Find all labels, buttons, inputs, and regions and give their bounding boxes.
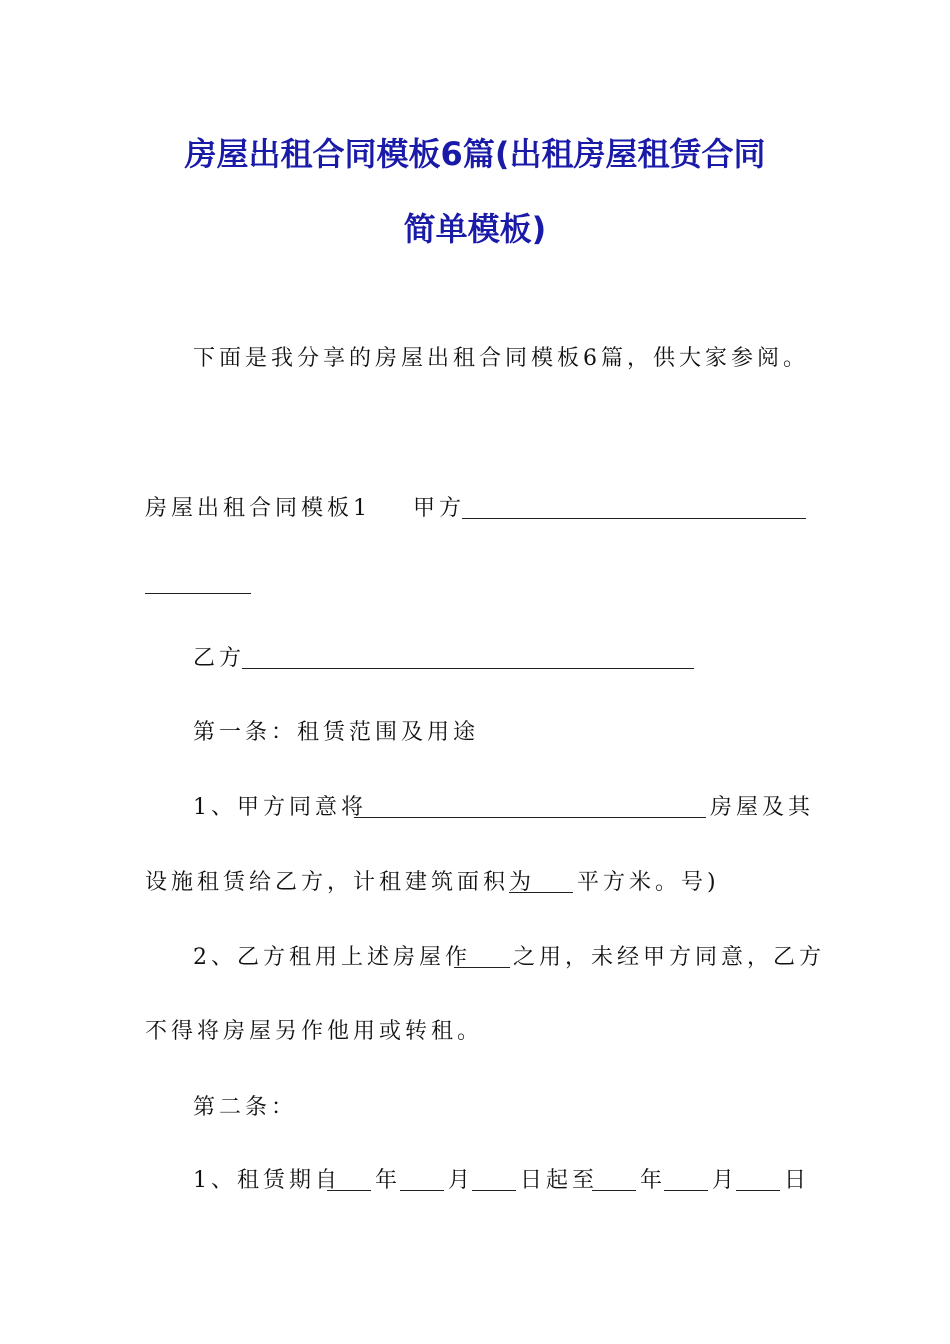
clause-1-1-prefix: 1、甲方同意将 <box>193 795 367 820</box>
document-title-line-2: 简单模板) <box>403 210 547 248</box>
party-a-blank-continued[interactable] <box>145 593 251 594</box>
article-2-heading: 第二条： <box>193 1095 298 1120</box>
start-month-label: 月 <box>448 1168 475 1193</box>
usage-blank[interactable] <box>454 967 510 968</box>
end-month-label: 月 <box>712 1168 739 1193</box>
heading-template-1 <box>145 494 371 524</box>
intro-paragraph: 下面是我分享的房屋出租合同模板6篇，供大家参阅。 <box>193 346 809 371</box>
party-a-line <box>413 494 465 524</box>
end-year-blank[interactable] <box>592 1190 636 1191</box>
article-1-heading: 第一条：租赁范围及用途 <box>193 720 480 745</box>
clause-1-1-cont-prefix: 设施租赁给乙方，计租建筑面积为 <box>145 870 536 895</box>
party-b-blank[interactable] <box>242 668 694 669</box>
clause-1-1-cont-suffix: 平方米。号) <box>577 870 720 895</box>
start-day-blank[interactable] <box>472 1190 516 1191</box>
property-address-blank[interactable] <box>354 817 706 818</box>
start-month-blank[interactable] <box>400 1190 444 1191</box>
party-a-blank[interactable] <box>462 518 806 519</box>
end-month-blank[interactable] <box>664 1190 708 1191</box>
clause-1-1-suffix: 房屋及其 <box>710 795 815 820</box>
date-range-mid: 日起至 <box>520 1168 599 1193</box>
party-b-label: 乙方 <box>193 646 246 671</box>
clause-1-2-suffix: 之用，未经甲方同意，乙方 <box>513 945 826 970</box>
start-year-blank[interactable] <box>327 1190 371 1191</box>
end-day-label: 日 <box>784 1168 811 1193</box>
start-year-label: 年 <box>375 1168 402 1193</box>
clause-1-2-cont: 不得将房屋另作他用或转租。 <box>145 1019 484 1044</box>
party-b-line <box>193 644 245 674</box>
end-year-label: 年 <box>640 1168 667 1193</box>
template-1-label: 房屋出租合同模板1 <box>145 496 371 521</box>
party-a-label: 甲方 <box>413 496 466 521</box>
end-day-blank[interactable] <box>736 1190 780 1191</box>
area-blank[interactable] <box>509 892 573 893</box>
clause-1-2-prefix: 2、乙方租用上述房屋作 <box>193 945 471 970</box>
document-title-line-1: 房屋出租合同模板6篇(出租房屋租赁合同 <box>184 135 766 173</box>
clause-2-1-prefix: 1、租赁期自 <box>193 1168 341 1193</box>
